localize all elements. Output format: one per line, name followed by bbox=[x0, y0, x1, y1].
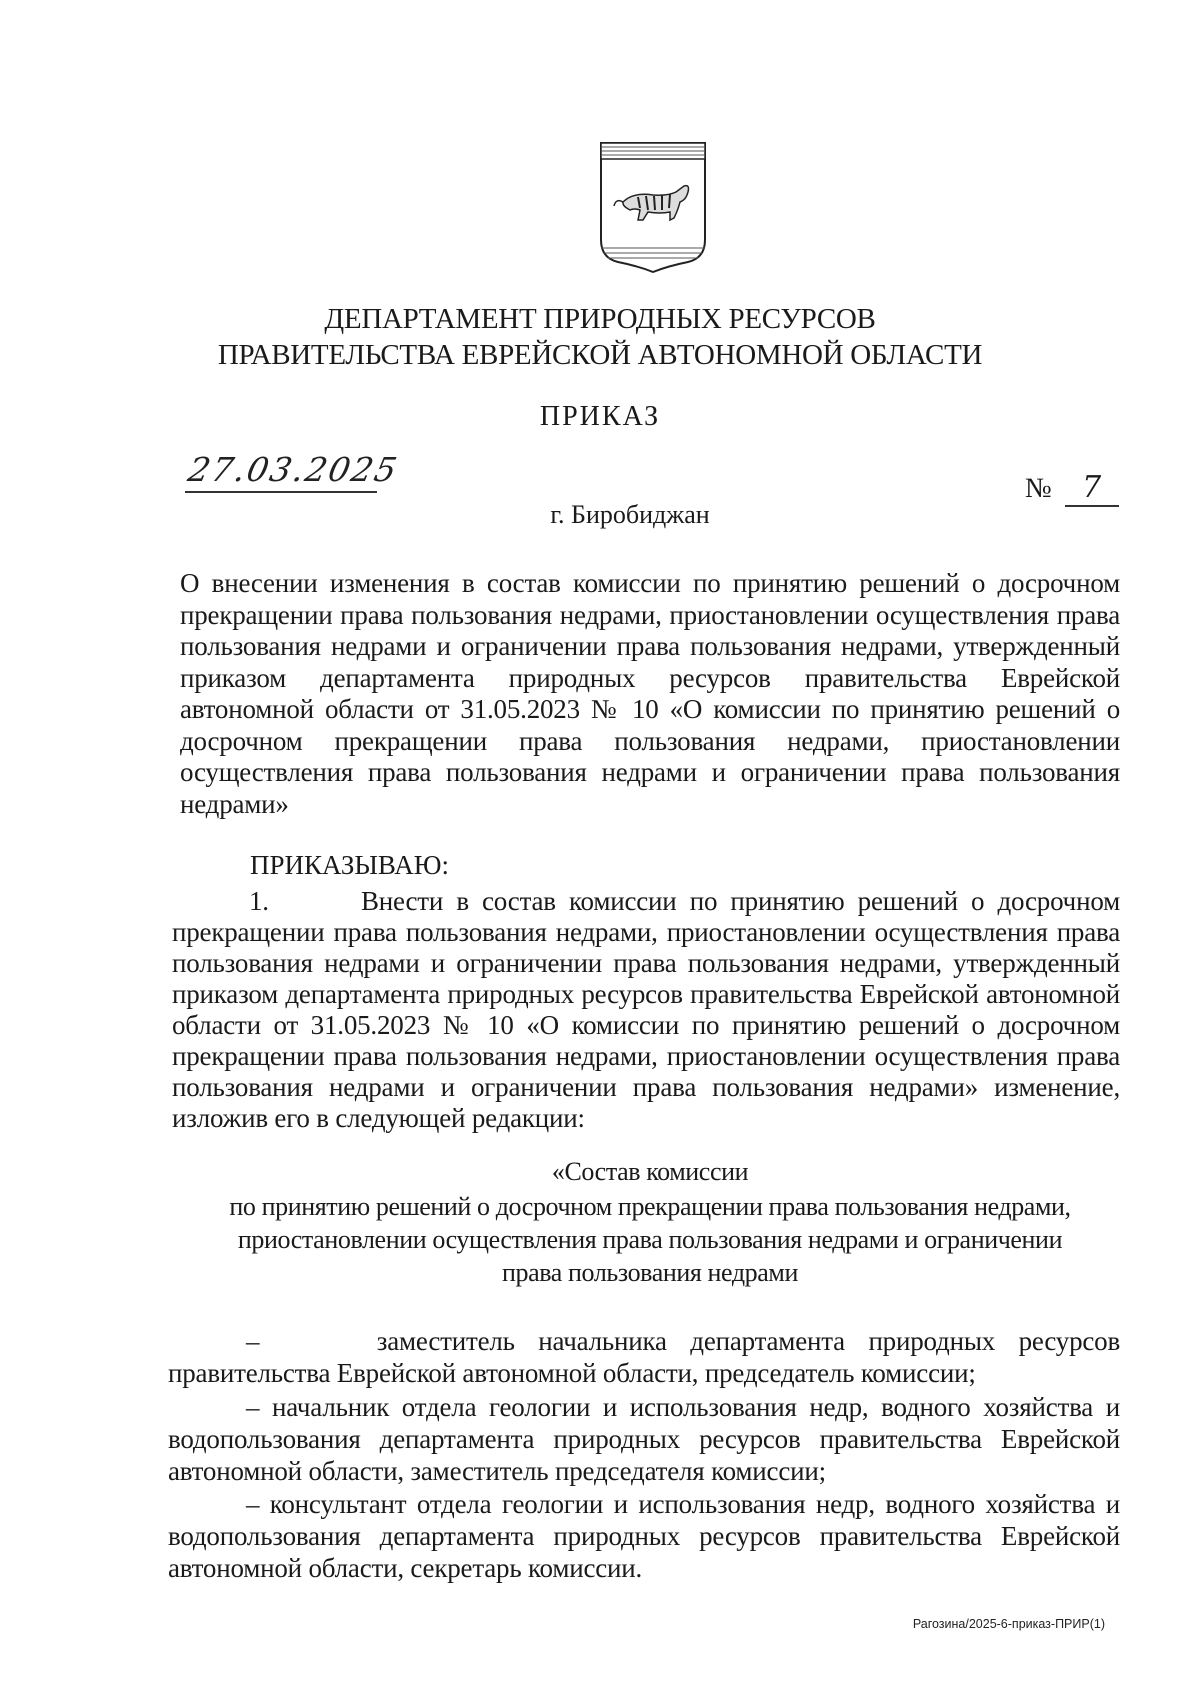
composition-subtitle-3: права пользования недрами bbox=[502, 1258, 798, 1287]
composition-subtitle-1: по принятию решений о досрочном прекращении права пользования недрами, bbox=[229, 1192, 1071, 1221]
order-title-text: О внесении изменения в состав комиссии по принятию решений о досрочном прекращении права пользования недрами, приостановлении осуществления права пользования недрами и ограничении права пользования недрами, утвержденный приказом департамента природных ресурсов правительства Еврейской автономной области от 31.05.2023 № 10 «О комиссии по принятию решений о досрочном прекращении права пользования недрами, приостановлении осуществления права пользования недрами и ограничении права пользования недрами» bbox=[180, 568, 1120, 819]
member-item: – консультант отдела геологии и использования недр, водного хозяйства и водопользования департамента природных ресурсов правительства Еврейской автономной области, секретарь комиссии. bbox=[168, 1489, 1120, 1583]
order-date-handwritten: 27.03.2025 bbox=[184, 450, 403, 489]
paragraph-1: 1. Внести в состав комиссии по принятию решений о досрочном прекращении права пользования недрами, приостановлении осуществления права пользования недрами и ограничении права пользования недрами, утвержденный приказом департамента природных ресурсов правительства Еврейской автономной области от 31.05.2023 № 10 «О комиссии по принятию решений о досрочном прекращении права пользования недрами, приостановлении осуществления права пользования недрами и ограничении права пользования недрами» изменение, изложив его в следующей редакции: bbox=[172, 886, 1120, 1133]
order-number bbox=[1025, 470, 1119, 507]
member-item: – заместитель начальника департамента природных ресурсов правительства Еврейской автономной области, председатель комиссии; bbox=[168, 1326, 1120, 1388]
number-value-handwritten: 7 bbox=[1065, 470, 1119, 507]
department-name-line-2: ПРАВИТЕЛЬСТВА ЕВРЕЙСКОЙ АВТОНОМНОЙ ОБЛАСТИ bbox=[217, 339, 983, 371]
document-type: ПРИКАЗ bbox=[539, 401, 661, 432]
coat-of-arms-emblem bbox=[598, 140, 708, 275]
command-heading: ПРИКАЗЫВАЮ: bbox=[250, 850, 449, 880]
composition-title: «Состав комиссии bbox=[551, 1157, 749, 1186]
order-date bbox=[184, 450, 403, 493]
member-item: – начальник отдела геологии и использования недр, водного хозяйства и водопользования департамента природных ресурсов правительства Еврейской автономной области, заместитель председателя комиссии; bbox=[168, 1392, 1120, 1486]
date-underline bbox=[185, 491, 377, 493]
department-name-line-1: ДЕПАРТАМЕНТ ПРИРОДНЫХ РЕСУРСОВ bbox=[324, 303, 876, 335]
number-label: № bbox=[1025, 473, 1052, 504]
file-reference: Рагозина/2025-6-приказ-ПРИР(1) bbox=[912, 1617, 1105, 1631]
composition-subtitle-2: приостановлении осуществления права пользования недрами и ограничении bbox=[237, 1225, 1063, 1254]
city: г. Биробиджан bbox=[550, 500, 710, 529]
